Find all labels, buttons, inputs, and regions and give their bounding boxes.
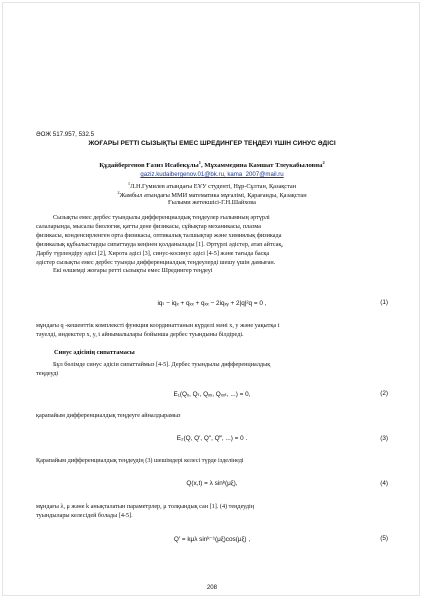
author-2: Мұхаммедина Камшат Тлеукабыловна xyxy=(204,162,323,170)
author-1: Құдайбергенов Ғазиз Исабекұлы xyxy=(99,162,199,170)
text-line: мұндағы λ, μ және k анықталатын параметрлер, μ толқындық сан [1]. (4) теңдеудің xyxy=(36,503,255,510)
equation-2-explanation xyxy=(36,412,388,421)
equation-1-body: iqₜ − iqₓ + qₓₓ + qₓₓ − 2iqₓᵧ + 2|q|²q = 0 , xyxy=(157,300,267,307)
text-line: Қарапайым дифференциалдық теңдеудің (3) шешімдері келесі түрде ізделінеді xyxy=(36,457,244,464)
text-line: қарапайым дифференциалдық теңдеуге айналдырамыз xyxy=(36,412,181,419)
author-2-sup: 2 xyxy=(322,160,325,165)
affiliation-2-sup: 2 xyxy=(117,190,120,195)
equation-1 xyxy=(36,299,388,309)
author-emails[interactable]: gaziz.kudaibergenov.01@bk.ru, kama_2007@mail.ru xyxy=(140,171,284,178)
equation-5 xyxy=(36,535,388,545)
affiliation-2 xyxy=(36,190,388,199)
section-paragraph xyxy=(36,361,388,379)
equation-2-number: (2) xyxy=(380,390,388,397)
text-line: физикалық құбылыстарды сипаттауда кеңінен қолданылады [1]. Әртүрлі әдістер, атап айтсақ, xyxy=(36,240,283,248)
text-line: Бұл бөлімде синус әдісін сипаттаймыз [4-5]. Дербес туындылы дифференциалдық xyxy=(53,361,271,368)
text-line: тәуелді, индекстер x, y, t айнымалылары бойынша дербес туындыны білдіреді. xyxy=(36,330,244,338)
intro-paragraph xyxy=(36,214,388,276)
equation-4-number: (4) xyxy=(380,480,388,487)
paper-title: ЖОҒАРЫ РЕТТІ СЫЗЫҚТЫ ЕМЕС ШРЕДИНГЕР ТЕҢДЕУІ ҮШІН СИНУС ӘДІСІ xyxy=(88,140,336,147)
text-line: әдістер сызықты емес дербес туынды дифференциалдық теңдеулерді шешу үшін дамыған. xyxy=(36,258,276,266)
equation-4 xyxy=(36,480,388,490)
equation-1-explanation xyxy=(36,322,388,340)
equation-2 xyxy=(36,390,388,400)
author-list xyxy=(36,160,388,169)
affiliation-2-text: Жамбыл атындағы ММИ математика мұғалімі, Қарағанды, Қазақстан xyxy=(119,192,307,200)
equation-3-body: E₂(Q, Q′, Q″, Q‴, ...) = 0 . xyxy=(176,435,248,442)
affiliation-1-sup: 1 xyxy=(127,181,131,186)
equation-5-body: Q′ = kμλ sinᵏ⁻¹(μξ)cos(μξ) , xyxy=(173,536,251,543)
affiliation-1 xyxy=(36,181,388,190)
page-number: 208 xyxy=(206,584,218,591)
supervisor xyxy=(36,199,388,206)
equation-5-number: (5) xyxy=(380,535,388,542)
text-line: Сызықты емес дербес туындылы дифференциалдық теңдеулер ғылымның әртүрлі xyxy=(53,214,270,221)
text-line: теңдеуді xyxy=(36,369,59,377)
equation-3-explanation xyxy=(36,457,388,466)
text-line: мұндағы q -кешенттік комплексті функция координаттанын күрделі мәні x, y және уақытқа t xyxy=(36,322,280,329)
equation-2-body: E₁(Qₓ, Qₜ, Qₓₓ, Qₓₓₜ, ...) = 0, xyxy=(173,391,251,398)
udc-code: ӘОЖ 517.957, 532.5 xyxy=(36,131,95,138)
author-separator: , xyxy=(200,162,205,170)
text-line: Екі өлшемді жоғары ретті сызықты емес Шредингер теңдеуі xyxy=(53,267,213,275)
text-line: Дарбу түрлендіру әдісі [2], Хирота әдісі [3], синус-косинус әдісі [4-5] және тағыда басқа xyxy=(36,249,270,257)
equation-4-explanation xyxy=(36,503,388,521)
supervisor-text: Ғылыми жетекшісі-Г.Н.Шайхова xyxy=(168,199,256,206)
equation-3 xyxy=(36,435,388,445)
section-heading: Синус әдісінің сипаттамасы xyxy=(54,349,135,356)
author-1-sup: 1 xyxy=(198,160,201,165)
text-line: физикасы, конденсирленген орта физикасы, оптикалық талшықтар және химиялық физикада xyxy=(36,231,282,239)
text-line: туындылары келесідей болады [4-5]. xyxy=(36,511,133,519)
text-line: салаларында, мысалы биология, қатты дене физикасы, сұйықтар механикасы, плазма xyxy=(36,222,261,230)
equation-3-number: (3) xyxy=(380,435,388,442)
equation-4-body: Q(x,t) = λ sinᵏ(μξ), xyxy=(186,480,238,487)
equation-1-number: (1) xyxy=(380,299,388,306)
affiliation-1-text: Л.Н.Гумилев атындағы ЕҰУ студенті, Нұр-Сұлтан, Қазақстан xyxy=(130,183,297,191)
